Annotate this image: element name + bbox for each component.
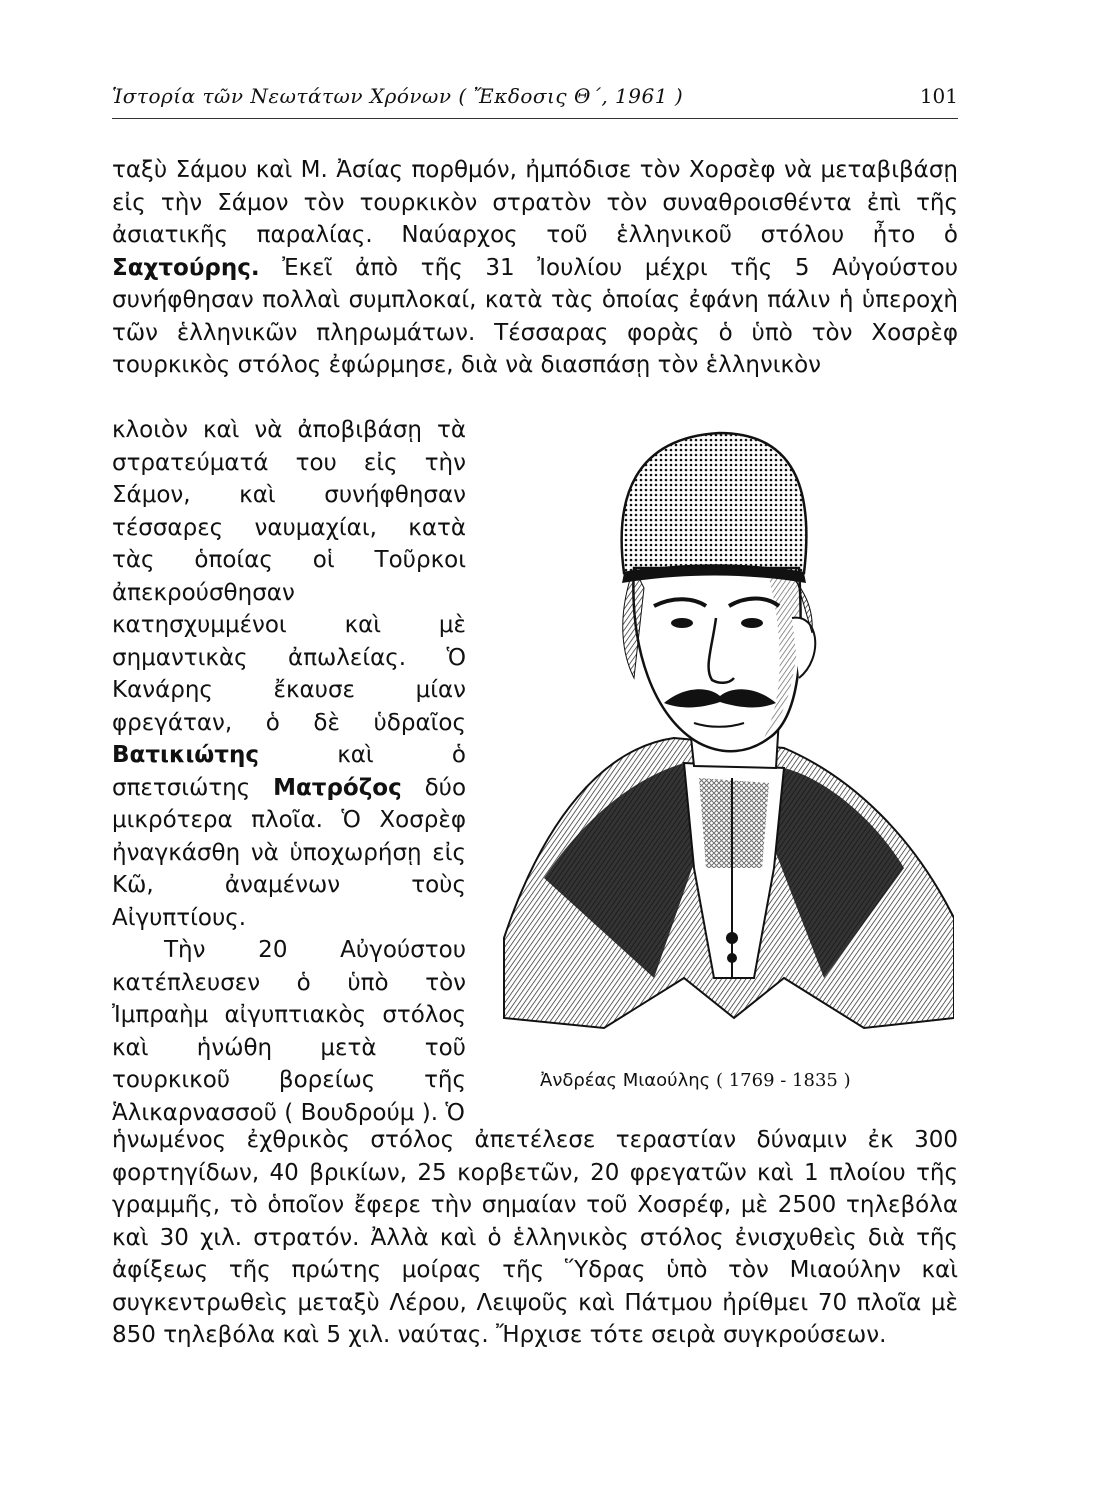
- paragraph-text: καὶ ὁ σπετσιώτης: [112, 742, 466, 801]
- paragraph-text: κλοιὸν καὶ νὰ ἀποβιβάσῃ τὰ στρατεύματά του εἰς τὴν Σάμον, καὶ συνήφθησαν τέσσαρες ναυμαχίαι, κατὰ τὰς ὁποίας οἱ Τοῦρκοι ἀπεκρούσθησαν κατησχυμμένοι καὶ μὲ σημαντικὰς ἀπωλείας. Ὁ Κανάρης ἔκαυσε μίαν φρεγάταν, ὁ δὲ ὑδραῖος: [112, 417, 466, 736]
- caption-dates: ( 1769 - 1835 ): [715, 1070, 851, 1091]
- bold-name-matrozos: Ματρόζος: [273, 774, 402, 801]
- bold-name-vatikiotis: Βατικιώτης: [112, 742, 259, 768]
- bold-name-sachtouris: Σαχτούρης.: [112, 254, 260, 281]
- page-number: 101: [919, 84, 958, 108]
- miaoulis-portrait: [484, 418, 954, 1058]
- paragraph-text: ταξὺ Σάμου καὶ Μ. Ἀσίας πορθμόν, ἠμπόδισε τὸν Χορσὲφ νὰ μεταβιβάσῃ εἰς τὴν Σάμον τὸν τουρκικὸν στρατὸν τὸν συναθροισθέντα ἐπὶ τῆς ἀσιατικῆς παραλίας. Ναύαρχος τοῦ ἑλληνικοῦ στόλου ἦτο ὁ: [112, 157, 958, 248]
- column-paragraph-2: Τὴν 20 Αὐγούστου κατέπλευσεν ὁ ὑπὸ τὸν Ἰμπραὴμ αἰγυπτιακὸς στόλος καὶ ἡνώθη μετὰ τοῦ τουρκικοῦ βορείως τῆς Ἁλικαρνασσοῦ ( Βουδρούμ ). Ὁ: [112, 937, 466, 1126]
- caption-name: Ἀνδρέας Μιαούλης: [540, 1070, 711, 1091]
- paragraph-text: Ἐκεῖ ἀπὸ τῆς 31 Ἰουλίου μέχρι τῆς 5 Αὐγούστου συνήφθησαν πολλαὶ συμπλοκαί, κατὰ τὰς ὁποίας ἐφάνη πάλιν ἡ ὑπεροχὴ τῶν ἑλληνικῶν πληρωμάτων. Τέσσαρας φορὰς ὁ ὑπὸ τὸν Χοσρὲφ τουρκικὸς στόλος ἐφώρμησε, διὰ νὰ διασπάσῃ τὸν ἑλληνικὸν: [112, 254, 958, 378]
- portrait-engraving: [484, 418, 954, 1058]
- figure-caption: [540, 1070, 900, 1091]
- column-text: [112, 414, 466, 1129]
- running-header: [112, 84, 958, 114]
- header-rule: [112, 118, 958, 119]
- bottom-paragraph: ἡνωμένος ἐχθρικὸς στόλος ἀπετέλεσε τεραστίαν δύναμιν ἐκ 300 φορτηγίδων, 40 βρικίων, 25 κορβετῶν, 20 φρεγατῶν καὶ 1 πλοίου τῆς γραμμῆς, τὸ ὁποῖον ἔφερε τὴν σημαίαν τοῦ Χοσρέφ, μὲ 2500 τηλεβόλα καὶ 30 χιλ. στρατόν. Ἀλλὰ καὶ ὁ ἑλληνικὸς στόλος ἐνισχυθεὶς διὰ τῆς ἀφίξεως τῆς πρώτης μοίρας τῆς Ὕδρας ὑπὸ τὸν Μιαούλην καὶ συγκεντρωθεὶς μεταξὺ Λέρου, Λειψοῦς καὶ Πάτμου ἠρίθμει 70 πλοῖα μὲ 850 τηλεβόλα καὶ 5 χιλ. ναύτας. Ἤρχισε τότε σειρὰ συγκρούσεων.: [112, 1127, 958, 1348]
- column-paragraph: [112, 414, 466, 934]
- paragraph-text: δύο μικρότερα πλοῖα. Ὁ Χοσρὲφ ἠναγκάσθη νὰ ὑποχωρήσῃ εἰς Κῶ, ἀναμένων τοὺς Αἰγυπτίους.: [112, 774, 467, 931]
- top-paragraph: [112, 154, 958, 382]
- header-title: Ἱστορία τῶν Νεωτάτων Χρόνων ( Ἔκδοσις Θ΄, 1961 ): [112, 84, 684, 108]
